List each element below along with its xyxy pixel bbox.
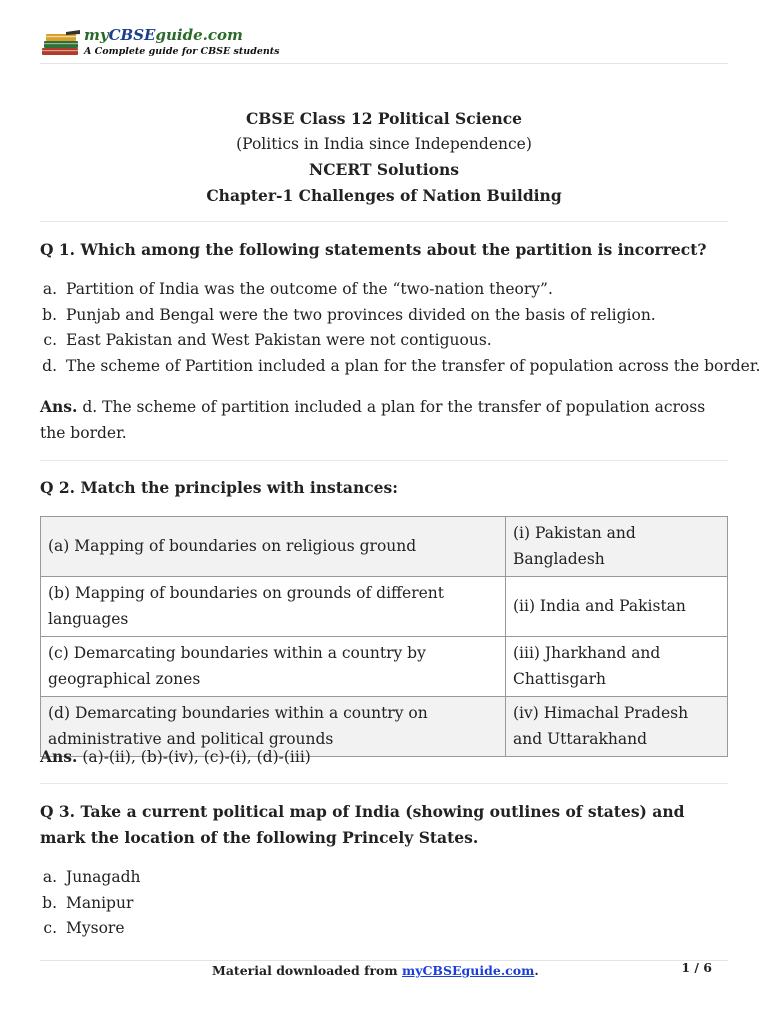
principle-cell: (a) Mapping of boundaries on religious ground <box>41 517 506 577</box>
heading-subject: CBSE Class 12 Political Science <box>245 109 523 128</box>
divider <box>40 460 728 461</box>
site-logo[interactable] <box>40 26 280 62</box>
list-item: d. The scheme of Partition included a plan for the transfer of population across the border. <box>42 356 761 375</box>
table-row <box>41 577 728 637</box>
question-1: Q 1. Which among the following statements about the partition is incorrect? <box>40 240 707 259</box>
logo-tagline: A Complete guide for CBSE students <box>84 46 280 57</box>
heading-chapter: Chapter-1 Challenges of Nation Building <box>206 185 562 205</box>
question-3-options <box>40 865 730 942</box>
instance-cell: (ii) India and Pakistan <box>506 577 728 637</box>
heading-book: (Politics in India since Independence) <box>236 134 532 153</box>
divider <box>40 221 728 222</box>
footer-link[interactable]: myCBSEguide.com <box>401 963 535 978</box>
answer-label: Ans. <box>40 747 78 766</box>
principle-cell: (d) Demarcating boundaries within a country on administrative and political grounds <box>41 697 506 757</box>
table-row <box>41 517 728 577</box>
question-2: Q 2. Match the principles with instances: <box>40 478 398 497</box>
divider <box>40 783 728 784</box>
page-footer <box>40 960 728 983</box>
question-3: Q 3. Take a current political map of India (showing outlines of states) and mark the location of the following Princely States. <box>40 802 685 847</box>
instance-cell: (iv) Himachal Pradesh and Uttarakhand <box>506 697 728 757</box>
list-item: c. Mysore <box>43 919 125 937</box>
answer-2 <box>40 744 710 771</box>
page-number: 1 / 6 <box>681 960 712 975</box>
instance-cell: (iii) Jharkhand and Chattisgarh <box>506 637 728 697</box>
document-heading <box>40 106 728 208</box>
list-item: b. Manipur <box>42 893 134 912</box>
answer-text: d. The scheme of partition included a plan for the transfer of population across the border. <box>40 398 706 442</box>
principle-cell: (b) Mapping of boundaries on grounds of different languages <box>41 577 506 637</box>
principle-cell: (c) Demarcating boundaries within a country by geographical zones <box>41 637 506 697</box>
books-logo-icon <box>40 30 82 58</box>
list-item: b. Punjab and Bengal were the two provinces divided on the basis of religion. <box>42 305 656 324</box>
list-item: a. Junagadh <box>42 868 141 886</box>
list-item: c. East Pakistan and West Pakistan were not contiguous. <box>43 331 492 349</box>
footer-divider <box>40 960 728 961</box>
answer-label: Ans. <box>40 397 78 416</box>
question-1-options <box>40 277 761 379</box>
instance-cell: (i) Pakistan and Bangladesh <box>506 517 728 577</box>
list-item: a. Partition of India was the outcome of the “two-nation theory”. <box>42 280 553 298</box>
footer-text: Material downloaded from myCBSEguide.com. <box>212 963 539 978</box>
table-row <box>41 637 728 697</box>
heading-type: NCERT Solutions <box>309 160 459 179</box>
page-header <box>40 24 728 64</box>
answer-text: (a)-(ii), (b)-(iv), (c)-(i), (d)-(iii) <box>82 748 311 766</box>
answer-1 <box>40 394 710 446</box>
logo-title: myCBSEguide.com <box>84 26 243 44</box>
match-table <box>40 516 728 757</box>
